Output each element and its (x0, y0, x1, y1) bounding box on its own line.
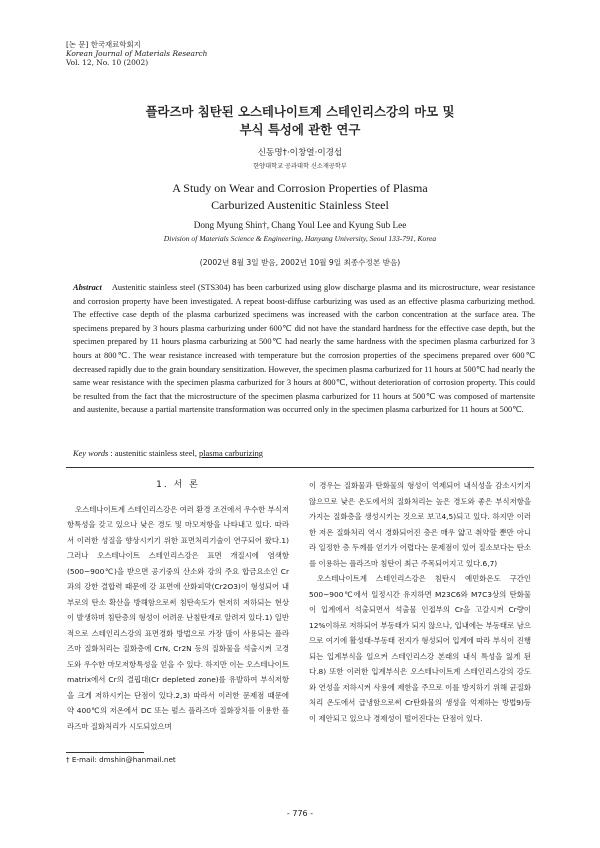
keyword-2: plasma carburizing (199, 449, 263, 458)
left-column (67, 478, 289, 734)
left-paragraph: 오스테나이트계 스테인리스강은 여러 환경 조건에서 우수한 부식저항특성을 갖고 있으나 낮은 경도 및 마모저항을 나타내고 있다. 따라서 이러한 성질을 향상시키기 위한 표면처리기술이 연구되어 왔다.1) 그러나 오스테나이트 스테인리스강은 표면 개질시에 염색항 (500~900℃)을 받으면 공기중의 산소와 강의 주요 합금요소인 Cr과의 강한 결합력 때문에 강 표면에 산화피막(Cr2O3)이 형성되어 내부로의 탄소 확산을 방해함으로써 침탄속도가 현저히 저하되는 현상이 발생하며 침탄층의 형성이 어려운 난침탄재로 알려져 있다.1) 일반적으로 스테인리스강의 표면경화 방법으로 가장 많이 사용되는 플라즈마 질화처리는 질화층에 CrN, Cr2N 등의 질화물을 석출시켜 고경도와 우수한 마모저항특성을 얻을 수 있다. 하지만 이는 오스테나이트 matrix에서 Cr의 결핍대(Cr depleted zone)를 유발하여 부식저항을 크게 저하시키는 단점이 있다.2,3) 따라서 이러한 문제점 때문에 약 400℃의 저온에서 DC 또는 펄스 플라즈마 질화장치를 이용한 플라즈마 질화처리가 시도되었으며 (67, 504, 290, 731)
footnote-email: † E-mail: dmshin@hanmail.net (66, 755, 176, 764)
abstract-label: Abstract (73, 283, 102, 292)
journal-volume: Vol. 12, No. 10 (2002) (66, 58, 149, 67)
korean-title-line-1: 플라즈마 침탄된 오스테나이트계 스테인리스강의 마모 및 (145, 104, 455, 119)
abstract (73, 281, 535, 417)
korean-title (0, 103, 600, 139)
english-affiliation: Division of Materials Science & Engineering, Hanyang University, Seoul 133-791, Korea (163, 234, 437, 243)
right-paragraph: 이 경우는 질화물과 탄화물의 형성이 억제되어 내식성을 감소시키지 않으므로 낮은 온도에서의 질화처리는 높은 경도와 좋은 부식저항을 가지는 질화층을 생성시키는 것으로 보고4,5)되고 있다. 하지만 이러한 저온 질화처리 역시 경화되어진 층은 매우 얇고 취약할 뿐만 아니라 일정한 층 두께를 얻기가 어렵다는 문제점이 있어 질소보다는 탄소를 이용하는 플라즈마 침탄이 최근 주목되어지고 있다.6,7) (309, 481, 531, 568)
received-dates: (2002년 8월 3일 받음, 2002년 10월 9일 최종수정본 받음) (199, 258, 401, 267)
section-title: 1. 서 론 (156, 480, 200, 490)
english-title (0, 180, 600, 214)
page-number: - 776 - (286, 809, 314, 818)
journal-name: Korean Journal of Materials Research (66, 49, 208, 58)
korean-authors: 신동명†·이창열·이경섭 (257, 148, 343, 158)
abstract-text: Austenitic stainless steel (STS304) has been carburized using glow discharge plasma and its microstructure, wear resistance and corrosion property have been investigated. A repeat boost-diffuse carburizing was used as an effective plasma carburizing method. The effective case depth of the plasma carburized specimens was increased with the carbon concentration at the surface area. The specimens prepared by 3 hours plasma carburizing under 600℃ did not have the standard hardness for the effective case depth, but the specimen prepared by 11 hours plasma carburizing at 500℃ had nearly the same hardness with the specimen plasma carburized for 3 hours at 800℃. The wear resistance increased with temperature but the corrosion properties of the specimens prepared over 600℃ decreased rapidly due to the grain boundary sensitization. However, the specimen plasma carburized for 11 hours at 500℃ had nearly the same wear resistance with the specimen plasma carburized for 3 hours at 800℃, without deterioration of corrosion property. This could be resulted from the fact that the microstructure of the specimen plasma carburized for 11 hours at 500℃ was composed of martensite and austenite, because a partial martensite transformation was occurred only in the specimen plasma carburized for 11 hours at 500℃. (73, 283, 535, 415)
keywords (73, 449, 263, 458)
journal-label: [논 문] 한국재료학회지 (66, 40, 141, 49)
english-title-line-2: Carburized Austenitic Stainless Steel (211, 198, 389, 212)
english-title-line-1: A Study on Wear and Corrosion Properties of Plasma (172, 181, 428, 195)
english-authors: Dong Myung Shin†, Chang Youl Lee and Kyung Sub Lee (193, 220, 407, 230)
divider (66, 467, 534, 468)
right-paragraph: 오스테나이트계 스테인리스강은 침탄시 예민화온도 구간인 500~900℃에서 일정시간 유지하면 M23C6와 M7C3상의 탄화물이 입계에서 석출되면서 석출물 인접부의 Cr을 고갈시켜 Cr량이 12%이하로 저하되어 부동태가 되지 않으나, 입내에는 부동태로 남으므로 여기에 활성태-부동태 전지가 형성되어 입계에 따라 부식이 진행되는 입계부식을 일으켜 스테인리스강 본래의 내식 특성을 잃게 된다.8) 또한 이러한 입계부식은 오스테나이트계 스테인리스강의 강도와 연성을 저하시켜 사용에 제한을 주므로 이를 방지하기 위해 균질화처리 온도에서 급냉함으로써 Cr탄화물의 생성을 억제하는 방법9)등이 제안되고 있으나 경제성이 떨어진다는 단점이 있다. (309, 574, 531, 723)
footnote-divider (66, 752, 144, 753)
korean-affiliation: 한양대학교 공과대학 신소재공학부 (253, 163, 347, 170)
journal-header (66, 40, 207, 67)
keyword-1: : austenitic stainless steel, (110, 449, 197, 458)
keywords-label: Key words (73, 449, 109, 458)
right-column (309, 478, 531, 726)
korean-title-line-2: 부식 특성에 관한 연구 (239, 122, 361, 137)
